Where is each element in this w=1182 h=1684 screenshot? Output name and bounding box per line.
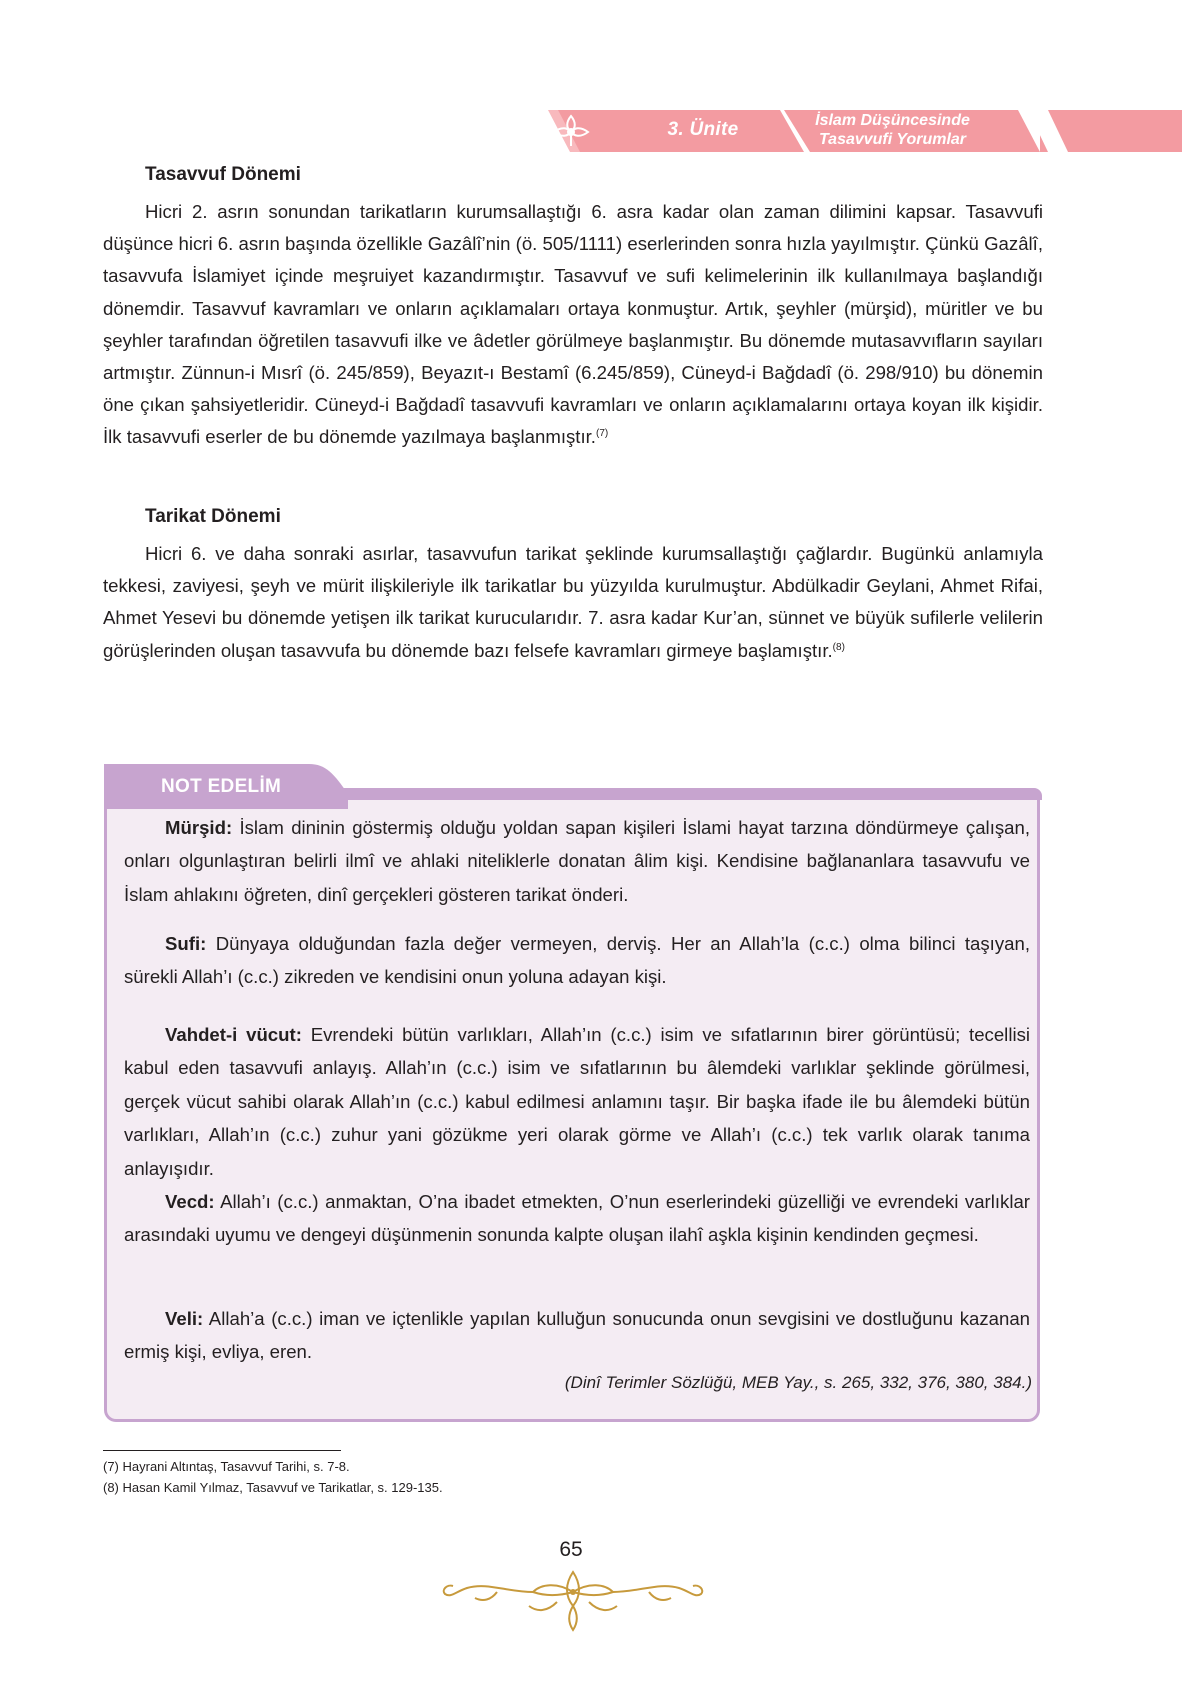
note-term: Sufi: bbox=[165, 933, 207, 954]
section-body-tasavvuf-donemi bbox=[103, 196, 1043, 454]
note-item-sufi bbox=[124, 927, 1030, 994]
note-definition: Dünyaya olduğundan fazla değer vermeyen, derviş. Her an Allah’la (c.c.) olma bilinci taşıyan, sürekli Allah’ı (c.c.) zikreden ve kendisini onun yoluna adayan kişi. bbox=[124, 933, 1030, 988]
note-term: Veli: bbox=[165, 1308, 204, 1329]
flower-ornament-icon bbox=[548, 110, 594, 152]
topic-line-1: İslam Düşüncesinde bbox=[815, 112, 970, 129]
note-top-bar bbox=[322, 788, 1042, 800]
section-title-tasavvuf-donemi: Tasavvuf Dönemi bbox=[145, 164, 301, 185]
note-definition: İslam dininin göstermiş olduğu yoldan sapan kişileri İslami hayat tarzına döndürmeye çalışan, onları olgunlaştıran belirli ilmî ve ahlaki niteliklerle donatan âlim kişi. Kendisine bağlananlara tasavvufu ve İslam ahlakını öğreten, dinî gerçekleri gösteren tarikat önderi. bbox=[124, 817, 1030, 905]
note-item-vahdet-i-vucut bbox=[124, 1018, 1030, 1185]
note-definition: Allah’ı (c.c.) anmaktan, O’na ibadet etmekten, O’nun eserlerindeki güzelliği ve evrendeki varlıklar arasındaki uyumu ve dengeyi düşünmenin sonunda kalpte oluşan ilahî aşkla kişinin kendinden geçmesi. bbox=[124, 1191, 1030, 1246]
section-body-tarikat-donemi bbox=[103, 538, 1043, 667]
note-title: NOT EDELİM bbox=[161, 776, 282, 797]
topic-line-2: Tasavvufi Yorumlar bbox=[818, 131, 967, 148]
page-number: 65 bbox=[559, 1538, 583, 1561]
note-item-mursid bbox=[124, 811, 1030, 911]
floral-ornament-icon bbox=[437, 1562, 709, 1632]
footnote-7: (7) Hayrani Altıntaş, Tasavvuf Tarihi, s. 7-8. bbox=[103, 1459, 350, 1474]
note-term: Mürşid: bbox=[165, 817, 233, 838]
note-source: (Dinî Terimler Sözlüğü, MEB Yay., s. 265, 332, 376, 380, 384.) bbox=[564, 1373, 1032, 1392]
unit-label: 3. Ünite bbox=[667, 119, 739, 140]
section-text: Hicri 2. asrın sonundan tarikatların kurumsallaştığı 6. asra kadar olan zaman dilimini kapsar. Tasavvufi düşünce hicri 6. asrın başında özellikle Gazâlî’nin (ö. 505/1111) eserlerinden sonra hızla yayılmıştır. Çünkü Gazâlî, tasavvufa İslamiyet içinde meşruiyet kazandırmıştır. Tasavvuf ve sufi kelimelerinin ilk kullanılmaya başlandığı dönemdir. Tasavvuf kavramları ve onların açıklamaları ortaya konmuştur. Artık, şeyhler (mürşid), müritler ve bu şeyhler tarafından öğretilen tasavvufi ilke ve âdetler görülmeye başlanmıştır. Bu dönemde mutasavvıfların sayıları artmıştır. Zünnun-i Mısrî (ö. 245/859), Beyazıt-ı Bestamî (6.245/859), Cüneyd-i Bağdadî (ö. 298/910) bu dönemin öne çıkan şahsiyetleridir. Cüneyd-i Bağdadî tasavvufi kavramları ve onların açıklamalarını ortaya koyan ilk kişidir. İlk tasavvufi eserler de bu dönemde yazılmaya başlanmıştır. bbox=[103, 201, 1043, 448]
section-text: Hicri 6. ve daha sonraki asırlar, tasavvufun tarikat şeklinde kurumsallaştığı çağlardır. Bugünkü anlamıyla tekkesi, zaviyesi, şeyh ve mürit ilişkileriyle ilk tarikatlar bu yüzyılda kurulmuştur. Abdülkadir Geylani, Ahmet Rifai, Ahmet Yesevi bu dönemde yetişen ilk tarikat kurucularıdır. 7. asra kadar Kur’an, sünnet ve büyük sufilerle velilerin görüşlerinden oluşan tasavvufa bu dönemde bazı felsefe kavramları girmeye başlamıştır. bbox=[103, 543, 1043, 661]
footnote-ref: (7) bbox=[595, 428, 609, 440]
footnote-ref: (8) bbox=[832, 641, 845, 653]
note-definition: Evrendeki bütün varlıkları, Allah’ın (c.c.) isim ve sıfatlarının birer görüntüsü; tecellisi kabul eden tasavvufi anlayış. Allah’ın (c.c.) isim ve sıfatlarının bu âlemdeki varlıklar şeklinde görülmesi, gerçek vücut sahibi olarak Allah’ın (c.c.) kabul edilmesi anlamını taşır. Bir başka ifade ile bu âlemdeki bütün varlıkları, Allah’ın (c.c.) zuhur yani gözükme yeri olarak görme ve Allah’ı (c.c.) tek varlık olarak tanıma anlayışıdır. bbox=[124, 1024, 1031, 1179]
note-item-veli bbox=[124, 1302, 1030, 1369]
note-term: Vecd: bbox=[165, 1191, 215, 1212]
section-title-tarikat-donemi: Tarikat Dönemi bbox=[145, 506, 281, 527]
topic-label bbox=[770, 111, 1015, 149]
footnote-8: (8) Hasan Kamil Yılmaz, Tasavvuf ve Tarikatlar, s. 129-135. bbox=[103, 1480, 443, 1495]
chapter-banner bbox=[548, 110, 1182, 152]
footnote-divider bbox=[103, 1450, 341, 1451]
note-item-vecd bbox=[124, 1185, 1030, 1252]
note-definition: Allah’a (c.c.) iman ve içtenlikle yapılan kulluğun sonucunda onun sevgisini ve dostluğunu kazanan ermiş kişi, evliya, eren. bbox=[124, 1308, 1030, 1363]
note-term: Vahdet-i vücut: bbox=[165, 1024, 302, 1045]
